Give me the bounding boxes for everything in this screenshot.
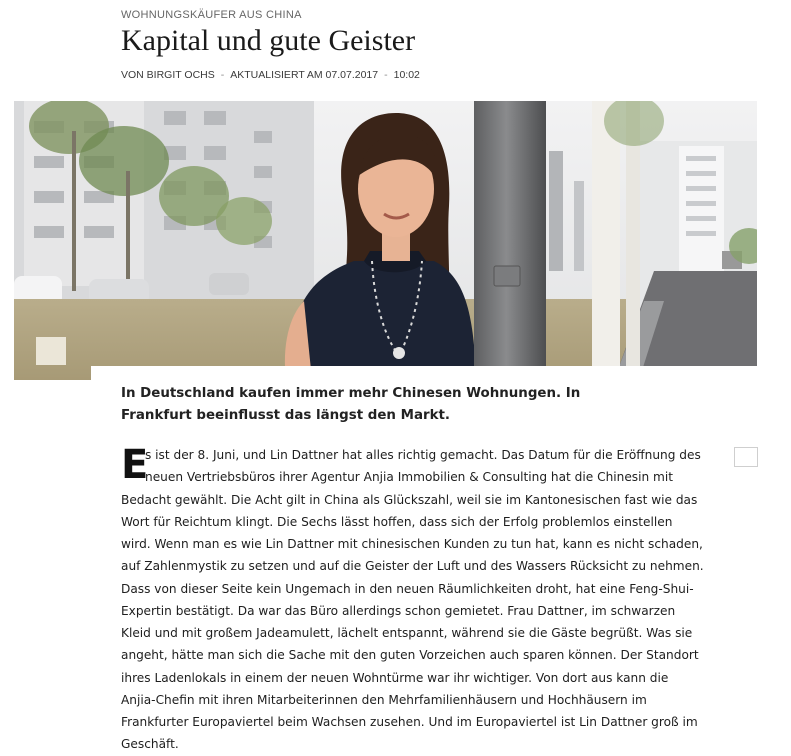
body-line: ihres Ladenlokals in einem der neuen Wohntürme war ihr wichtiger. Von dort aus kann die xyxy=(121,670,669,685)
body-line: Geschäft. xyxy=(121,737,179,752)
article-lede: In Deutschland kaufen immer mehr Chinesen Wohnungen. In Frankfurt beeinflusst das längst den Markt. xyxy=(121,386,581,423)
body-line: Wort für Reichtum klingt. Die Sechs lässt hoffen, dass sich der Erfolg problemlos einstellen xyxy=(121,514,673,529)
article-title: Kapital und gute Geister xyxy=(121,24,416,57)
drop-cap: E xyxy=(121,442,149,488)
article-body xyxy=(121,442,704,756)
hero-photo xyxy=(14,101,757,380)
body-line: wird. Wenn man es wie Lin Dattner mit chinesischen Kunden zu tun hat, kann es nicht schaden, xyxy=(121,537,703,551)
body-line: Kleid und mit großem Jadeamulett, lächelt entspannt, während sie die Gäste begrüßt. Was sie xyxy=(121,626,693,640)
hero-image[interactable] xyxy=(14,101,757,380)
updated-date: AKTUALISIERT AM 07.07.2017 xyxy=(230,69,379,81)
body-line: Anjia-Chefin mit ihren Mitarbeiterinnen den Mehrfamilienhäusern und Hochhäusern im xyxy=(121,692,647,707)
author-byline[interactable]: VON BIRGIT OCHS xyxy=(121,69,215,81)
article-meta xyxy=(121,69,420,81)
meta-separator: - xyxy=(220,69,225,81)
meta-separator: - xyxy=(384,69,388,81)
body-line: Expertin bestätigt. Da war das Büro allerdings schon gemietet. Frau Dattner, im schwarzen xyxy=(121,603,676,618)
updated-time: 10:02 xyxy=(393,69,420,81)
body-line: angeht, hätte man sich die Sache mit den guten Vorzeichen auch sparen können. Der Standort xyxy=(121,648,699,663)
body-line: s ist der 8. Juni, und Lin Dattner hat alles richtig gemacht. Das Datum für die Eröffnung des xyxy=(145,448,701,462)
body-line: auf Zahlenmystik zu setzen und auf die Geister der Luft und des Wassers Rücksicht zu nehmen. xyxy=(121,559,704,574)
article-kicker: WOHNUNGSKÄUFER AUS CHINA xyxy=(121,9,302,21)
body-line: neuen Vertriebsbüros ihrer Agentur Anjia Immobilien & Consulting hat die Chinesin mit xyxy=(145,470,674,485)
body-line: Frankfurter Europaviertel beim Wachsen zusehen. Und im Europaviertel ist Lin Dattner groß im xyxy=(121,715,698,729)
body-line: Bedacht gewählt. Die Acht gilt in China als Glückszahl, weil sie im Kantonesischen fast wie das xyxy=(121,492,698,507)
share-button[interactable] xyxy=(734,447,758,467)
body-line: Dass von dieser Seite kein Ungemach in den neuen Räumlichkeiten droht, hat eine Feng-Shui- xyxy=(121,581,694,596)
